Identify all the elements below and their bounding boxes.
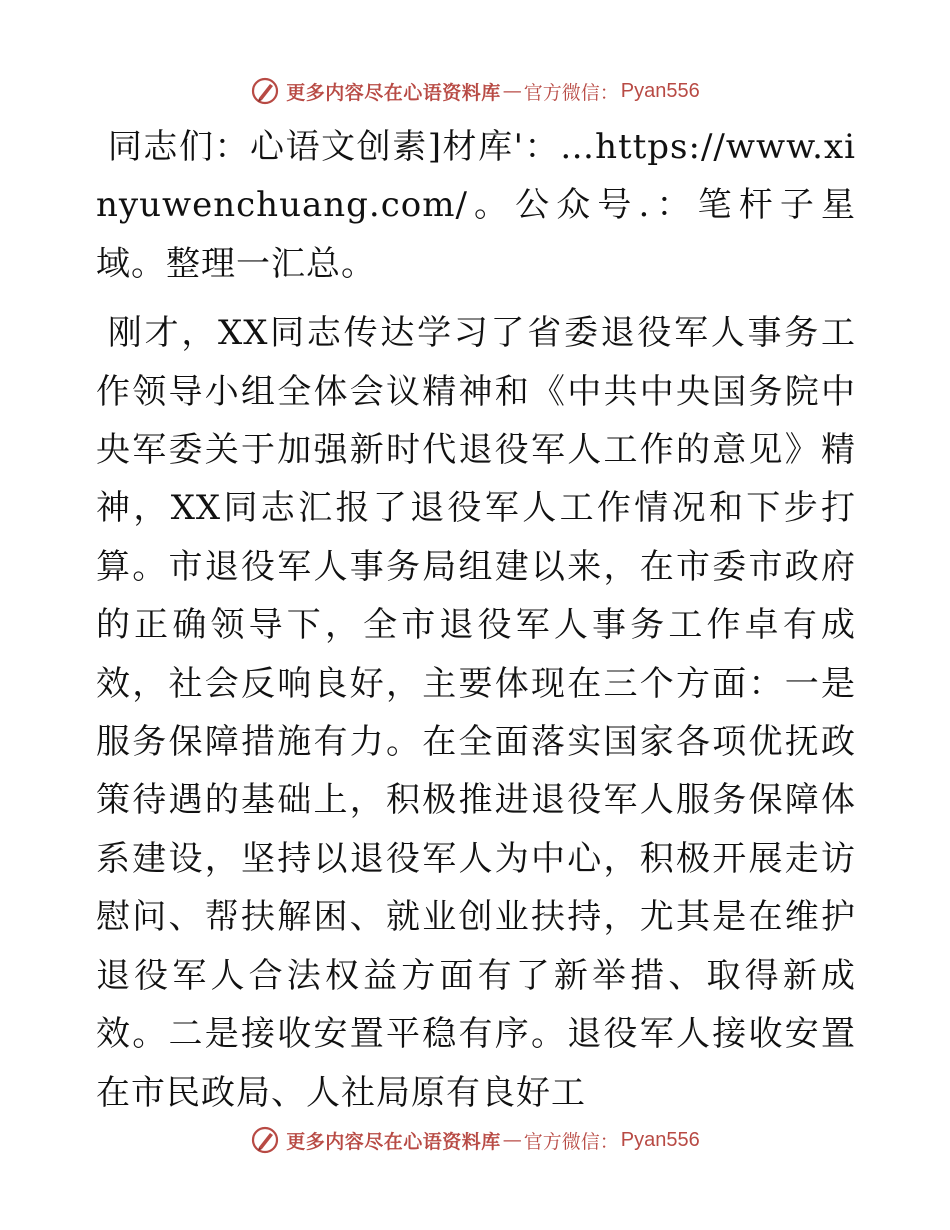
watermark-brand-text: 更多内容尽在心语资料库 [286,81,501,104]
watermark-wechat-id: Pyan556 [620,1128,700,1151]
watermark-wechat-id: Pyan556 [620,79,700,102]
header-watermark-banner [0,71,950,111]
watermark-separator: — [502,80,522,102]
document-body [96,118,856,1122]
watermark-brand-text: 更多内容尽在心语资料库 [286,1130,501,1153]
watermark-wechat-label: 官方微信： [523,81,619,104]
watermark-separator: — [502,1129,522,1151]
footer-watermark-banner [0,1120,950,1160]
watermark-wechat-label: 官方微信： [523,1130,619,1153]
paragraph-intro: 同志们：心语文创素]材库'：…https://www.xinyuwenchuang.com/。公众号.：笔杆子星域。整理一汇总。 [96,127,856,284]
pen-logo-icon [250,1125,280,1155]
pen-logo-icon [250,76,280,106]
paragraph-main: 刚才，XX同志传达学习了省委退役军人事务工作领导小组全体会议精神和《中共中央国务院中央军委关于加强新时代退役军人工作的意见》精神，XX同志汇报了退役军人工作情况和下步打算。市退役军人事务局组建以来，在市委市政府的正确领导下，全市退役军人事务工作卓有成效，社会反响良好，主要体现在三个方面：一是服务保障措施有力。在全面落实国家各项优抚政策待遇的基础上，积极推进退役军人服务保障体系建设，坚持以退役军人为中心，积极开展走访慰问、帮扶解困、就业创业扶持，尤其是在维护退役军人合法权益方面有了新举措、取得新成效。二是接收安置平稳有序。退役军人接收安置在市民政局、人社局原有良好工 [96,313,856,1113]
